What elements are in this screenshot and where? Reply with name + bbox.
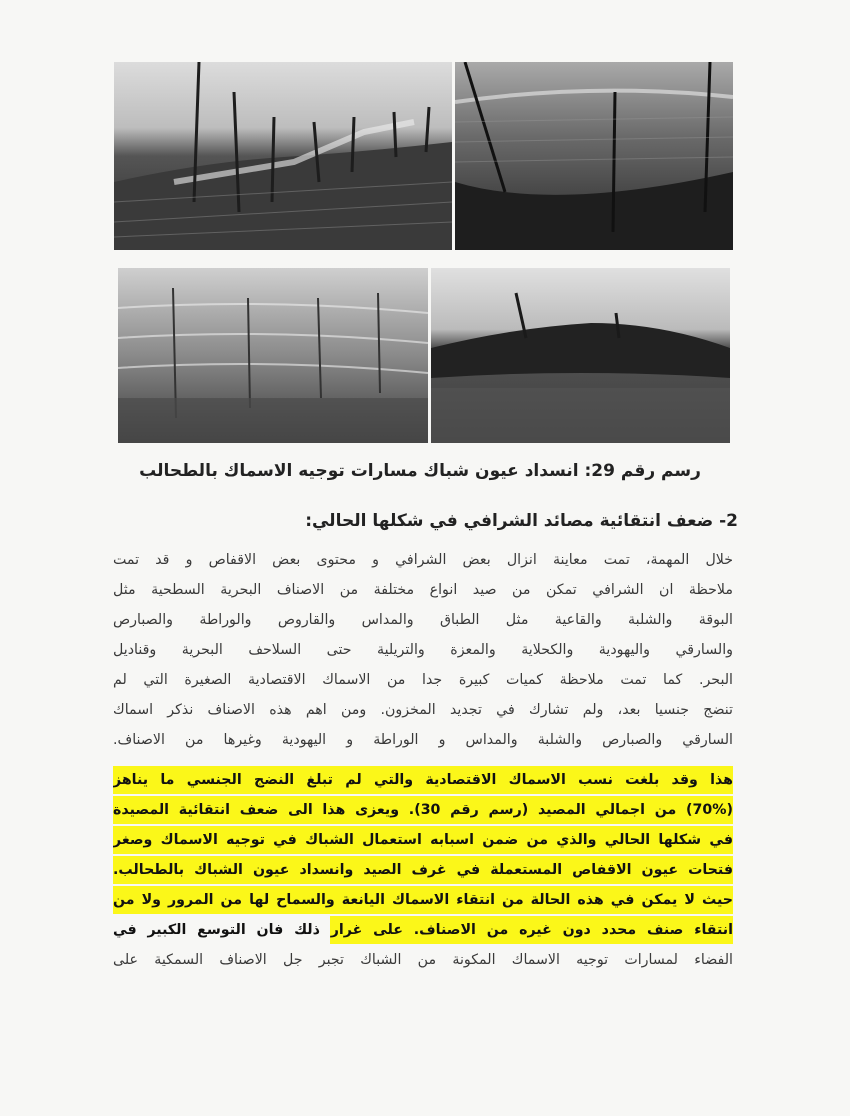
- partially-highlighted-line: انتقاء صنف محدد دون غيره من الاصناف. على غرار ذلك فان التوسع الكبير في: [113, 916, 733, 944]
- fishing-nets-photo-2: [455, 62, 733, 250]
- figure-caption: رسم رقم 29: انسداد عيون شباك مسارات توجيه الاسماك بالطحالب: [139, 461, 701, 481]
- fishing-stakes-photo-1: [114, 62, 452, 250]
- paragraph-line: السارقي والصبارص والشلبة والمداس و الوراطة و اليهودية وغيرها من الاصناف.: [113, 732, 733, 748]
- paragraph-line: الفضاء لمسارات توجيه الاسماك المكونة من الشباك تجبر جل الاصناف السمكية على: [113, 952, 733, 968]
- paragraph-line: ملاحظة ان الشرافي تمكن من صيد انواع مختلفة من الاصناف البحرية السطحية مثل: [113, 582, 733, 598]
- highlighted-line: في شكلها الحالي والذي من ضمن اسبابه استعمال الشباك في توجيه الاسماك وصغر: [113, 826, 733, 854]
- paragraph-line: البوقة والشلبة والقاعية مثل الطباق والمداس والقاروص والوراطة والصبارص: [113, 612, 733, 628]
- paragraph-line: تنضج جنسيا بعد، ولم تشارك في تجديد المخزون. ومن اهم هذه الاصناف نذكر اسماك: [113, 702, 733, 718]
- highlighted-line: حيث لا يمكن في هذه الحالة من انتقاء الاسماك اليانعة والسماح لها من المرور ولا من: [113, 886, 733, 914]
- clogged-net-photo-4: [431, 268, 730, 443]
- section-heading: 2- ضعف انتقائية مصائد الشرافي في شكلها الحالي:: [305, 511, 738, 531]
- paragraph-line: خلال المهمة، تمت معاينة انزال بعض الشرافي و محتوى بعض الاقفاص و قد تمت: [113, 552, 733, 568]
- highlighted-line: هذا وقد بلغت نسب الاسماك الاقتصادية والتي لم تبلغ النضج الجنسي ما يناهز: [113, 766, 733, 794]
- paragraph-line: والسارقي واليهودية والكحلاية والمعزة والتريلية حتى السلاحف البحرية وقناديل: [113, 642, 733, 658]
- net-rows-photo-3: [118, 268, 428, 443]
- highlighted-line: (70%) من اجمالي المصيد (رسم رقم 30). ويعزى هذا الى ضعف انتقائية المصيدة: [113, 796, 733, 824]
- paragraph-line: البحر. كما تمت ملاحظة كميات كبيرة جدا من الاسماك الاقتصادية الصغيرة التي لم: [113, 672, 733, 688]
- highlighted-line: فتحات عيون الاقفاص المستعملة في غرف الصيد وانسداد عيون الشباك بالطحالب.: [113, 856, 733, 884]
